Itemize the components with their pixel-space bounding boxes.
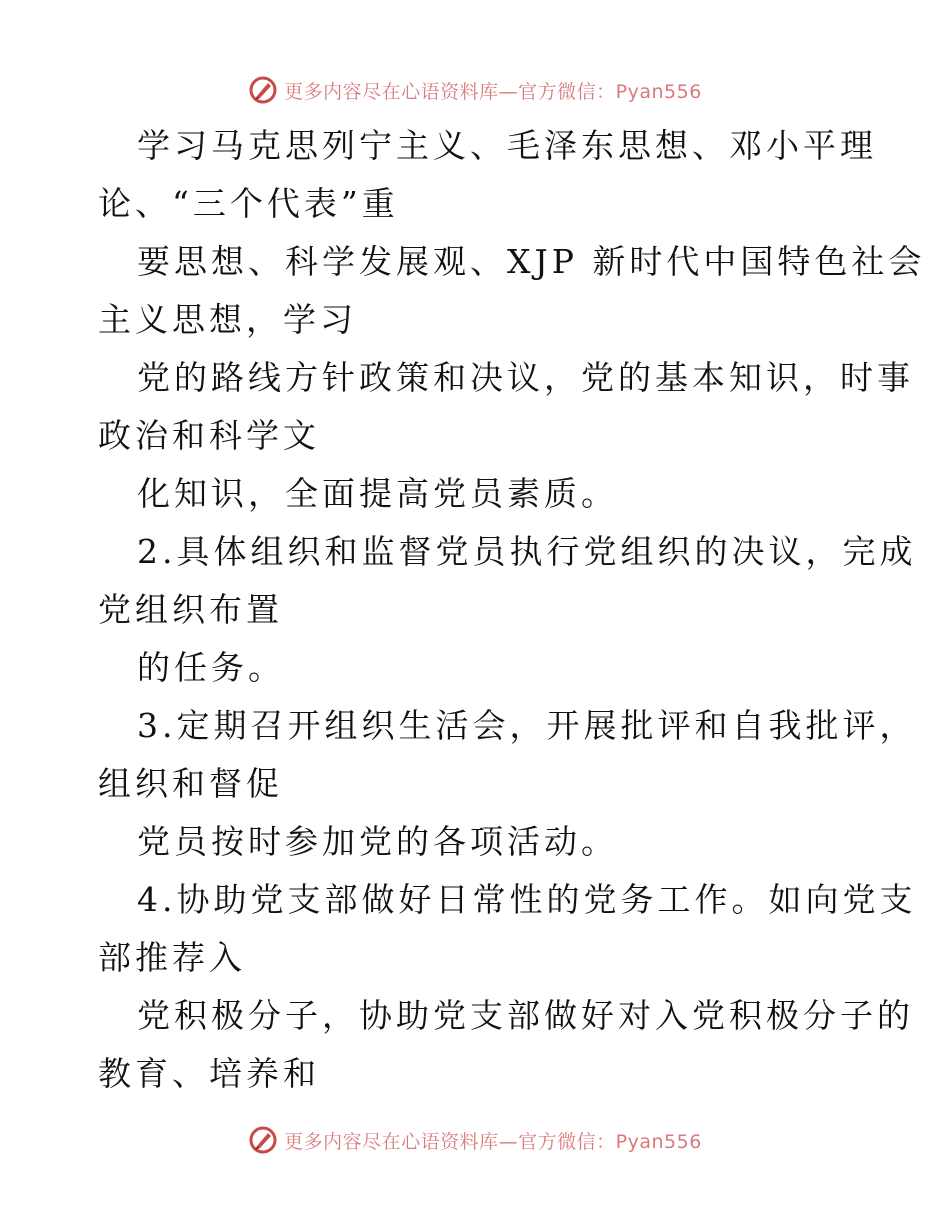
body-line: 3.定期召开组织生活会，开展批评和自我批评， xyxy=(137,706,917,745)
body-line: 党的路线方针政策和决议，党的基本知识，时事 xyxy=(137,358,914,397)
body-line: 4.协助党支部做好日常性的党务工作。如向党支 xyxy=(137,880,917,919)
watermark-text: 更多内容尽在心语资料库—官方微信：Pyan556 xyxy=(284,80,702,103)
body-line: 论、“三个代表”重 xyxy=(98,184,399,223)
body-line: 组织和督促 xyxy=(98,764,283,803)
body-line: 学习马克思列宁主义、毛泽东思想、邓小平理 xyxy=(137,126,877,165)
body-line: 化知识，全面提高党员素质。 xyxy=(137,474,618,513)
body-line: 部推荐入 xyxy=(98,938,246,977)
watermark-text: 更多内容尽在心语资料库—官方微信：Pyan556 xyxy=(284,1130,702,1153)
pen-logo-icon xyxy=(248,75,278,105)
body-line: 主义思想，学习 xyxy=(98,300,357,339)
body-line: 教育、培养和 xyxy=(98,1054,320,1093)
pen-logo-icon xyxy=(248,1125,278,1155)
body-line: 要思想、科学发展观、XJP 新时代中国特色社会 xyxy=(137,242,926,281)
body-line: 党组织布置 xyxy=(98,590,283,629)
body-line: 党积极分子，协助党支部做好对入党积极分子的 xyxy=(137,996,914,1035)
body-line: 2.具体组织和监督党员执行党组织的决议，完成 xyxy=(137,532,917,571)
header-watermark xyxy=(0,72,950,108)
footer-watermark xyxy=(0,1122,950,1158)
body-line: 的任务。 xyxy=(137,648,285,687)
body-line: 党员按时参加党的各项活动。 xyxy=(137,822,618,861)
body-line: 政治和科学文 xyxy=(98,416,320,455)
